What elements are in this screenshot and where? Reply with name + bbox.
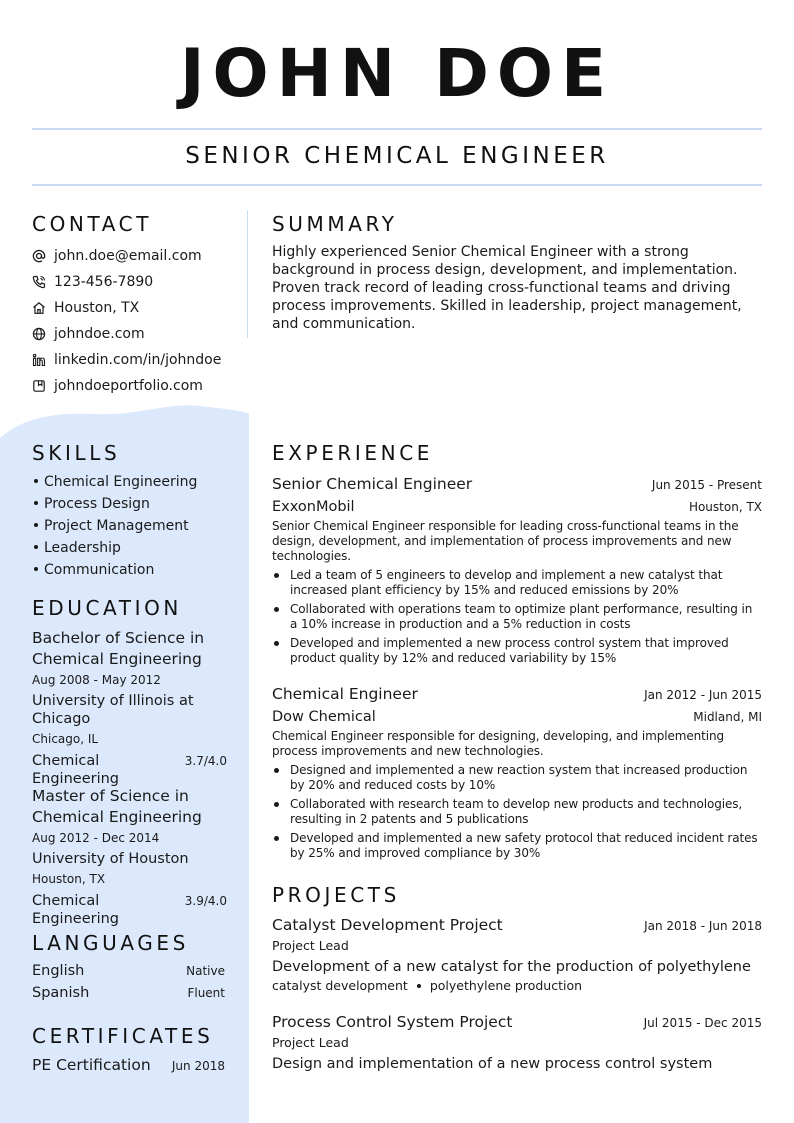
bullet-icon <box>34 545 38 549</box>
job-bullets <box>272 763 762 861</box>
education-field: Chemical Engineering <box>32 893 119 927</box>
job-bullet <box>272 763 762 793</box>
job-company: ExxonMobil <box>272 499 355 515</box>
project-title: Catalyst Development Project <box>272 916 503 934</box>
job-description: Senior Chemical Engineer responsible for leading cross-functional teams in the design, development, and implementation of process improvements and new technologies. <box>272 519 739 563</box>
project-entry <box>272 1012 762 1073</box>
bullet-icon <box>274 573 279 578</box>
education-location: Houston, TX <box>32 872 106 886</box>
skill-label: Project Management <box>44 518 189 534</box>
bullet-icon <box>417 984 421 988</box>
education-dates: Aug 2012 - Dec 2014 <box>32 831 160 845</box>
education-entry <box>32 786 227 928</box>
education-gpa: 3.7/4.0 <box>184 754 227 768</box>
contact-location-text: Houston, TX <box>54 300 140 316</box>
bullet-icon <box>34 501 38 505</box>
experience-entry <box>272 684 762 865</box>
language-name: English <box>32 963 85 979</box>
project-role: Project Lead <box>272 938 349 953</box>
job-bullets <box>272 568 762 666</box>
language-level: Native <box>186 964 225 978</box>
certificates-heading: CERTIFICATES <box>32 1024 214 1048</box>
bullet-icon <box>274 607 279 612</box>
bullet-icon <box>274 768 279 773</box>
contact-email[interactable] <box>32 243 242 269</box>
certificate-name: PE Certification <box>32 1056 151 1074</box>
job-bullet-text: Designed and implemented a new reaction system that increased production by 20% and reduced costs by 10% <box>290 763 748 792</box>
project-role: Project Lead <box>272 1035 349 1050</box>
column-divider <box>247 210 248 338</box>
header-bottom-rule <box>32 184 762 186</box>
job-bullet-text: Collaborated with research team to develop new products and technologies, resulting in 2 patents and 5 publications <box>290 797 743 826</box>
education-field-row <box>32 892 227 928</box>
job-dates: Jun 2015 - Present <box>651 478 762 492</box>
bullet-icon <box>34 523 38 527</box>
project-description: Development of a new catalyst for the production of polyethylene <box>272 959 751 975</box>
experience-heading: EXPERIENCE <box>272 441 434 465</box>
job-bullet-text: Led a team of 5 engineers to develop and implement a new catalyst that increased plant efficiency by 15% and reduced emissions by 20% <box>290 568 723 597</box>
project-dates: Jan 2018 - Jun 2018 <box>644 919 762 933</box>
bullet-icon <box>274 836 279 841</box>
skill-label: Chemical Engineering <box>44 474 198 490</box>
education-degree: Bachelor of Science in Chemical Engineering <box>32 629 205 668</box>
project-tag: polyethylene production <box>429 978 583 993</box>
job-location: Midland, MI <box>693 710 762 724</box>
job-title-text: Chemical Engineer <box>272 685 418 703</box>
experience-entry <box>272 474 762 670</box>
job-bullet <box>272 831 762 861</box>
job-bullet-text: Developed and implemented a new process control system that improved product quality by 12% and reduced variability by 15% <box>290 636 729 665</box>
language-row <box>32 985 225 1001</box>
contact-portfolio-text: johndoeportfolio.com <box>54 378 203 394</box>
job-bullet <box>272 602 762 632</box>
linkedin-icon <box>32 353 46 367</box>
contact-location <box>32 295 242 321</box>
job-bullet-text: Developed and implemented a new safety protocol that reduced incident rates by 25% and improved compliance by 30% <box>290 831 758 860</box>
home-icon <box>32 301 46 315</box>
language-row <box>32 963 225 979</box>
projects-heading: PROJECTS <box>272 883 400 907</box>
skill-item <box>32 559 242 581</box>
project-tags <box>272 978 762 994</box>
bullet-icon <box>34 567 38 571</box>
job-description: Chemical Engineer responsible for designing, developing, and implementing process improvements and new technologies. <box>272 729 725 758</box>
bullet-icon <box>34 479 38 483</box>
contact-heading: CONTACT <box>32 212 153 236</box>
contact-email-text: john.doe@email.com <box>54 248 202 264</box>
job-dates: Jan 2012 - Jun 2015 <box>644 688 762 702</box>
contact-linkedin[interactable] <box>32 347 242 373</box>
education-degree: Master of Science in Chemical Engineering <box>32 787 202 826</box>
skill-item <box>32 471 242 493</box>
at-icon <box>32 249 46 263</box>
project-entry <box>272 915 762 994</box>
portfolio-icon <box>32 379 46 393</box>
contact-list <box>32 243 242 399</box>
skills-list <box>32 471 242 581</box>
contact-linkedin-text: linkedin.com/in/johndoe <box>54 352 222 368</box>
bullet-icon <box>274 641 279 646</box>
contact-phone[interactable] <box>32 269 242 295</box>
certificate-row <box>32 1056 225 1074</box>
education-gpa: 3.9/4.0 <box>184 894 227 908</box>
education-field: Chemical Engineering <box>32 753 119 787</box>
job-bullet <box>272 568 762 598</box>
project-description: Design and implementation of a new process control system <box>272 1056 713 1072</box>
job-title: SENIOR CHEMICAL ENGINEER <box>185 143 609 169</box>
education-dates: Aug 2008 - May 2012 <box>32 673 161 687</box>
job-company: Dow Chemical <box>272 709 376 725</box>
job-bullet-text: Collaborated with operations team to optimize plant performance, resulting in a 10% increase in production and a 5% reduction in costs <box>290 602 753 631</box>
skill-item <box>32 515 242 537</box>
summary-heading: SUMMARY <box>272 212 398 236</box>
skills-heading: SKILLS <box>32 441 121 465</box>
job-bullet <box>272 636 762 666</box>
globe-icon <box>32 327 46 341</box>
skill-label: Process Design <box>44 496 150 512</box>
summary-text: Highly experienced Senior Chemical Engineer with a strong background in process design, development, and implementation. Proven track record of leading cross-functional teams and driving process improvements. Skilled in leadership, project management, and communication. <box>272 244 742 332</box>
education-heading: EDUCATION <box>32 596 182 620</box>
education-location: Chicago, IL <box>32 732 99 746</box>
header-top-rule <box>32 128 762 130</box>
education-school: University of Illinois at Chicago <box>32 693 194 727</box>
education-entry <box>32 628 227 788</box>
project-tag: catalyst development <box>272 978 408 993</box>
languages-heading: LANGUAGES <box>32 931 189 955</box>
job-bullet <box>272 797 762 827</box>
candidate-name: JOHN DOE <box>179 35 615 112</box>
job-title-text: Senior Chemical Engineer <box>272 475 473 493</box>
job-location: Houston, TX <box>688 500 762 514</box>
certificate-date: Jun 2018 <box>171 1059 225 1073</box>
skill-label: Leadership <box>44 540 121 556</box>
skill-item <box>32 493 242 515</box>
language-level: Fluent <box>187 986 225 1000</box>
bullet-icon <box>274 802 279 807</box>
contact-portfolio[interactable] <box>32 373 242 399</box>
project-dates: Jul 2015 - Dec 2015 <box>643 1016 762 1030</box>
skill-item <box>32 537 242 559</box>
contact-website[interactable] <box>32 321 242 347</box>
education-school: University of Houston <box>32 851 189 867</box>
contact-phone-text: 123-456-7890 <box>54 274 154 290</box>
project-title: Process Control System Project <box>272 1013 513 1031</box>
phone-icon <box>32 275 46 289</box>
contact-website-text: johndoe.com <box>54 326 145 342</box>
skill-label: Communication <box>44 562 155 578</box>
language-name: Spanish <box>32 985 90 1001</box>
education-field-row <box>32 752 227 788</box>
